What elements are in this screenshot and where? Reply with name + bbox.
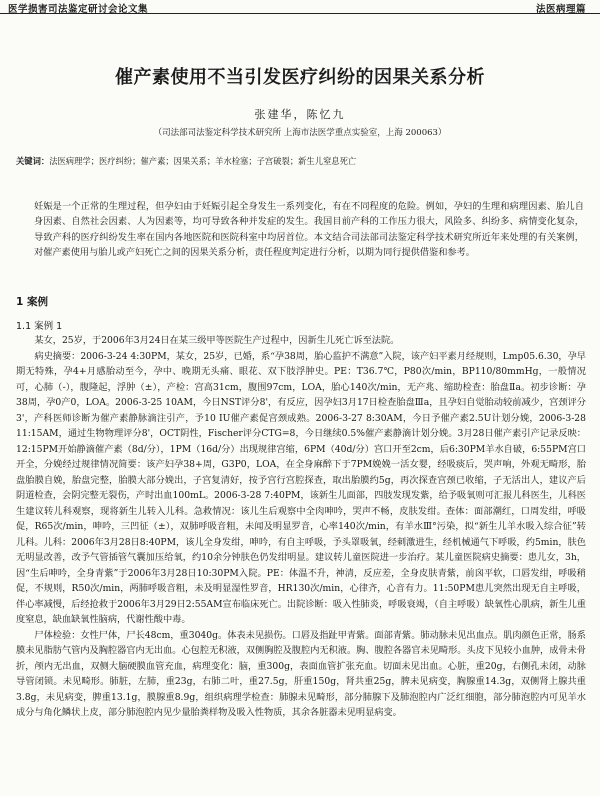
journal-name: 医学损害司法鉴定研讨会论文集 [8, 4, 149, 15]
subsection-heading: 1.1 案例 1 [16, 321, 63, 332]
body-paragraph: 病史摘要：2006-3-24 4:30PM，某女，25岁，已婚，系“孕38周，胎心监护不满意”入院，该产妇平素月经规则，Lmp05.6.30，孕早期无特殊，孕4+月感胎动至今，孕中、晚期无头痛、眼花、双下肢浮肿史。PE：T36.7℃，P80次/min，BP110/80mmHg，一般情况可，心肺（-），腹隆起，浮肿（±），产检：宫高31cm，腹围97cm，LOA，胎心140次/min，无产兆、缩助检查：胎盘Ⅱa。初步诊断：孕38周，孕0产0，LOA。2006-3-25 10AM，今日NST评分8'，有反应，因孕妇3月17日检查胎盘Ⅲa，且孕妇自觉胎动较前减少，宫颈评分3'，产科医师诊断为催产素静脉滴注引产，予10 IU催产素促宫颈成熟。2006-3-27 8:30AM，今日予催产素2.5U计划分娩，2006-3-28 11:15AM，通过生物物理评分8'，OCT阴性，Fischer评分CTG=8，今日继续0.5%催产素静滴计划分娩。3月28日催产素引产记录反映：12:15PM开始静滴催产素（8d/分），1PM（16d/分）出现规律宫缩，6PM（40d/分）宫口开至2cm，后6:30PM羊水自破，6:55PM宫口开全，分娩经过规律情况简要：该产妇孕38+周，G3P0，LOA，在全身麻醉下于7PM娩娩一活女婴，经吸痰后，哭声响，外观无畸形，胎盘胎膜自娩，胎盘完整，胎膜大部分娩出，子宫复清好，按予宫行宫腔探查，取出胎膜约5g，再次探查宫颈已收缩，子无活出人，建议产后阴道检查，会阴完整无裂伤，产时出血100mL。2006-3-28 7:40PM，该新生儿面部，四肢发现发紫，给予吸氧则可汇报儿科医生，儿科医生建议转儿科观察，现将新生儿转入儿科。急救情况：该儿生后观察中全肉呻吟，哭声不畅，皮肤发绀。查体：面部潮红，口周发绀，呼吸促，R65次/min，呻吟，三凹征（±），双肺呼吸音粗，未闻及明显罗音，心率140次/min，有羊水Ⅲ°污染，拟“新生儿羊水吸入综合征”转儿科。儿科：2006年3月28日8:40PM，该儿全身发绀，呻吟，有自主呼吸，予头罩吸氧，经刺激进生，经机械通气下呼吸，约5min，肤色无明显改善，改予气管插管气囊加压给氧，约10余分钟肤色仍发绀明显。建议转儿童医院进一步治疗。某儿童医院病史摘要：患儿女，3h，因“生后呻吟，全身青紫”于2006年3月28日10:30PM入院。PE：体温不升，神清，反应差，全身皮肤青紫，前囟平软，口唇发绀，呼吸稍促，不规则，R50次/min，两肺呼吸音粗，未及明显湿性罗音，HR130次/min，心律齐，心音有力。11:50PM患儿突然出现无自主呼吸，伴心率减慢，后经抢救于2006年3月29日2:55AM宣布临床死亡。出院诊断：吸入性肺炎，呼吸衰竭，（自主呼吸）缺氧性心肌病，新生儿重度窒息，缺血缺氧性脑病，代谢性酸中毒。 [16, 350, 586, 625]
keywords-label: 关键词： [16, 156, 50, 166]
paper-title: 催产素使用不当引发医疗纠纷的因果关系分析 [115, 67, 485, 88]
keywords [16, 155, 586, 167]
running-header [0, 0, 600, 14]
header-rule [0, 13, 600, 14]
affiliation: （司法部司法鉴定科学技术研究所 上海市法医学重点实验室，上海 200063） [153, 128, 447, 138]
abstract: 妊娠是一个正常的生理过程，但孕妇由于妊娠引起全身发生一系列变化，有在不同程度的危险。例如，孕妇的生理和病理因素、胎儿自身因素、自然社会因素、人为因素等，均可导致各种并发症的发生。我国目前产科的工作压力很大，风险多、纠纷多、病情变化复杂，导致产科的医疗纠纷发生率在国内各地医院和医院科室中均居首位。本文结合司法部司法鉴定科学技术研究所近年来处理的有关案例，对催产素使用与胎儿或产妇死亡之间的因果关系分析，责任程度判定进行分析，以期为同行提供借鉴和参考。 [34, 201, 584, 258]
body-paragraph: 某女，25岁，于2006年3月24日在某三级甲等医院生产过程中，因新生儿死亡诉至法院。 [34, 335, 400, 346]
authors: 张建华，陈忆九 [254, 108, 346, 121]
body-text [16, 333, 586, 796]
section-name: 法医病理篇 [535, 4, 586, 15]
section-heading: 1 案例 [16, 296, 48, 308]
body-paragraph: 尸体检验：女性尸体，尸长48cm，重3040g。体表未见损伤。口唇及指趾甲青紫。面部青紫。肺动脉未见出血点。肌肉颜色正常，肠系膜未见脂肪气管内及胸腔器官内无出血。心包腔无积液，双侧胸腔及腹腔内无积液。胸、腹腔各器官未见畸形。头皮下见较小血肿，成骨未骨折，颅内无出血，双侧大脑硬膜血管充血，病理变化：脑，重300g，表面血管扩张充血。切面未见出血。心脏，重20g，右侧孔未闭，动脉导管闭锁。未见畸形。肺脏，左肺，重23g，右肺二叶，重27.5g，肝重150g，肾共重25g，脾未见病变，胸腺重14.3g，双侧肾上腺共重3.8g，未见病变，脾重13.1g，膜腺重8.9g，组织病理学检查：肺腺未见畸形，部分肺腺下及肺泡腔内广泛红细胞，部分肺泡腔内可见羊水成分与角化鳞状上皮，部分肺泡腔内见少量胎粪样物及吸入性物质，其余各脏器未见明显病变。 [16, 629, 586, 718]
keywords-text: 法医病理学；医疗纠纷；催产素；因果关系；羊水栓塞；子宫破裂；新生儿窒息死亡 [49, 156, 357, 166]
